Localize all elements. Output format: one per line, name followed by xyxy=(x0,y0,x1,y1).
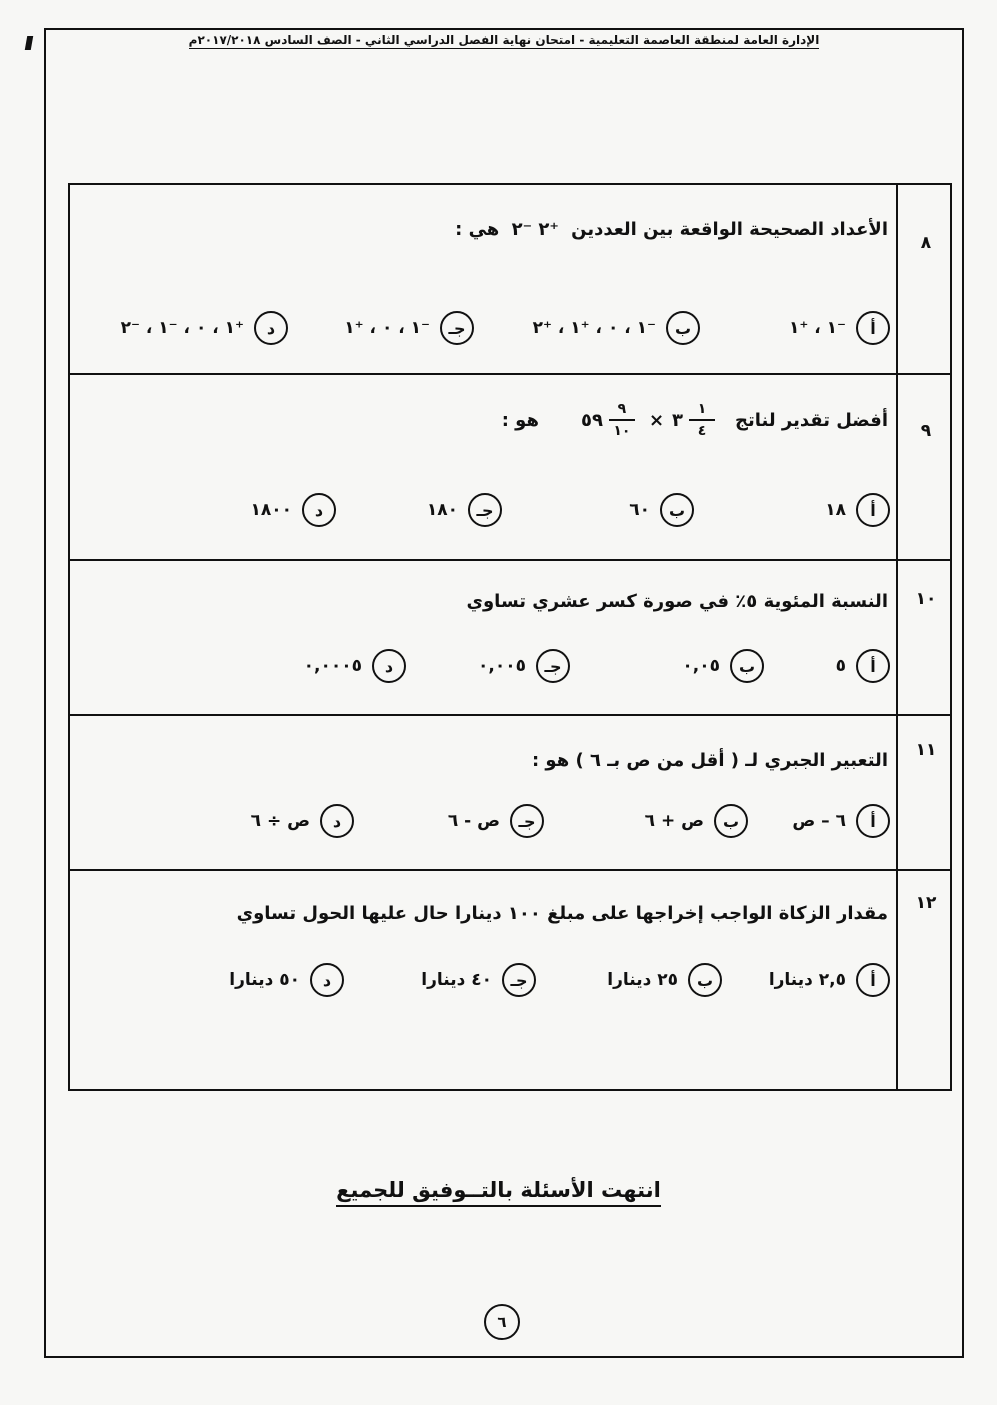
option-letter: د xyxy=(254,311,288,345)
option-value: ٦٠ xyxy=(629,500,650,520)
option-letter: جـ xyxy=(468,493,502,527)
question-text: مقدار الزكاة الواجب إخراجها على مبلغ ١٠٠ دينارا حال عليها الحول تساوي xyxy=(236,903,888,924)
question-number: ١٠ xyxy=(915,589,937,609)
option-value: ٢٥ دينارا xyxy=(607,970,678,990)
option-b[interactable] xyxy=(682,649,764,683)
option-letter: أ xyxy=(856,649,890,683)
fraction-numerator: ١ xyxy=(697,401,707,417)
option-value: ٥ xyxy=(835,656,846,676)
option-value: ٠,٠٠٥ xyxy=(478,656,526,676)
option-a[interactable] xyxy=(789,311,890,345)
question-text-main: أفضل تقدير لناتج xyxy=(735,409,888,431)
question-row-8 xyxy=(70,185,950,375)
option-value: ص - ٦ xyxy=(447,811,500,831)
option-value: ص + ٦ xyxy=(644,811,704,831)
question-text-values: ⁺٢ ⁻٢ xyxy=(511,219,559,240)
option-value: ١٨ xyxy=(825,500,846,520)
option-c[interactable] xyxy=(344,311,474,345)
option-c[interactable] xyxy=(478,649,570,683)
option-a[interactable] xyxy=(792,804,890,838)
option-letter: ب xyxy=(730,649,764,683)
option-value: ⁻١ ، ٠ ، ⁺١ xyxy=(344,318,430,338)
option-d[interactable] xyxy=(229,963,344,997)
option-c[interactable] xyxy=(448,804,544,838)
closing-text: انتهت الأسئلة بالتــوفيق للجميع xyxy=(336,1178,661,1207)
question-row-10 xyxy=(70,561,950,716)
option-letter: أ xyxy=(856,311,890,345)
fraction-numerator: ٩ xyxy=(617,401,627,417)
question-number: ٨ xyxy=(920,233,932,253)
option-value: ١٨٠٠ xyxy=(250,500,292,520)
question-row-11 xyxy=(70,716,950,871)
option-b[interactable] xyxy=(645,804,748,838)
option-letter: ب xyxy=(660,493,694,527)
option-value: ٠,٠٠٠٥ xyxy=(303,656,362,676)
exam-header xyxy=(46,33,962,47)
question-text xyxy=(455,219,888,240)
closing-message xyxy=(0,1178,997,1202)
option-value: ٤٠ دينارا xyxy=(421,970,492,990)
question-row-9 xyxy=(70,375,950,561)
option-letter: جـ xyxy=(536,649,570,683)
fraction-denominator: ١٠ xyxy=(613,423,631,439)
fraction-nine-tenths xyxy=(609,401,635,439)
option-letter: ب xyxy=(688,963,722,997)
option-letter: د xyxy=(372,649,406,683)
option-letter: ب xyxy=(666,311,700,345)
option-letter: جـ xyxy=(502,963,536,997)
option-b[interactable] xyxy=(533,311,700,345)
whole-number: ٥٩ xyxy=(580,409,603,431)
option-a[interactable] xyxy=(825,493,890,527)
whole-number: ٣ xyxy=(672,409,684,431)
question-text-end: هي : xyxy=(455,219,500,240)
option-d[interactable] xyxy=(121,311,288,345)
option-value: ٥٠ دينارا xyxy=(229,970,300,990)
option-value: ⁺١ ، ٠ ، ⁻١ ، ⁻٢ xyxy=(120,318,244,338)
option-d[interactable] xyxy=(251,804,354,838)
multiply-sign: × xyxy=(648,409,665,431)
question-number: ٩ xyxy=(920,421,932,441)
page-number: ٦ xyxy=(484,1304,520,1340)
option-letter: ب xyxy=(714,804,748,838)
option-letter: جـ xyxy=(440,311,474,345)
option-value: ٠,٠٥ xyxy=(682,656,720,676)
option-letter: جـ xyxy=(510,804,544,838)
question-text: النسبة المئوية ٥٪ في صورة كسر عشري تساوي xyxy=(466,591,888,612)
option-value: ٦ – ص xyxy=(792,811,846,831)
option-value: ص ÷ ٦ xyxy=(250,811,310,831)
option-letter: أ xyxy=(856,493,890,527)
question-text-end: هو : xyxy=(501,409,539,431)
option-value: ١٨٠ xyxy=(426,500,458,520)
question-text: التعبير الجبري لـ ( أقل من ص بـ ٦ ) هو : xyxy=(531,750,888,771)
question-row-12 xyxy=(70,871,950,1089)
question-number: ١١ xyxy=(915,740,937,760)
option-letter: د xyxy=(302,493,336,527)
option-value: ⁻١ ، ⁺١ xyxy=(788,318,846,338)
option-b[interactable] xyxy=(629,493,694,527)
option-a[interactable] xyxy=(769,963,890,997)
fraction-denominator: ٤ xyxy=(697,423,707,439)
corner-mark xyxy=(25,36,33,50)
option-c[interactable] xyxy=(427,493,502,527)
fraction-one-quarter xyxy=(689,401,715,439)
option-b[interactable] xyxy=(607,963,722,997)
question-number: ١٢ xyxy=(915,893,937,913)
option-c[interactable] xyxy=(421,963,536,997)
option-letter: د xyxy=(310,963,344,997)
option-letter: د xyxy=(320,804,354,838)
option-letter: أ xyxy=(856,963,890,997)
option-d[interactable] xyxy=(250,493,336,527)
option-a[interactable] xyxy=(836,649,890,683)
exam-header-title: الإدارة العامة لمنطقة العاصمة التعليمية - امتحان نهاية الفصل الدراسي الثاني - الصف السادس ٢٠١٧/٢٠١٨م xyxy=(188,33,820,47)
option-value: ٢,٥ دينارا xyxy=(768,970,846,990)
option-value: ⁻١ ، ٠ ، ⁺١ ، ⁺٢ xyxy=(532,318,656,338)
question-text-main: الأعداد الصحيحة الواقعة بين العددين xyxy=(571,219,888,240)
questions-table xyxy=(68,183,952,1091)
option-d[interactable] xyxy=(304,649,406,683)
option-letter: أ xyxy=(856,804,890,838)
question-text xyxy=(502,401,888,439)
